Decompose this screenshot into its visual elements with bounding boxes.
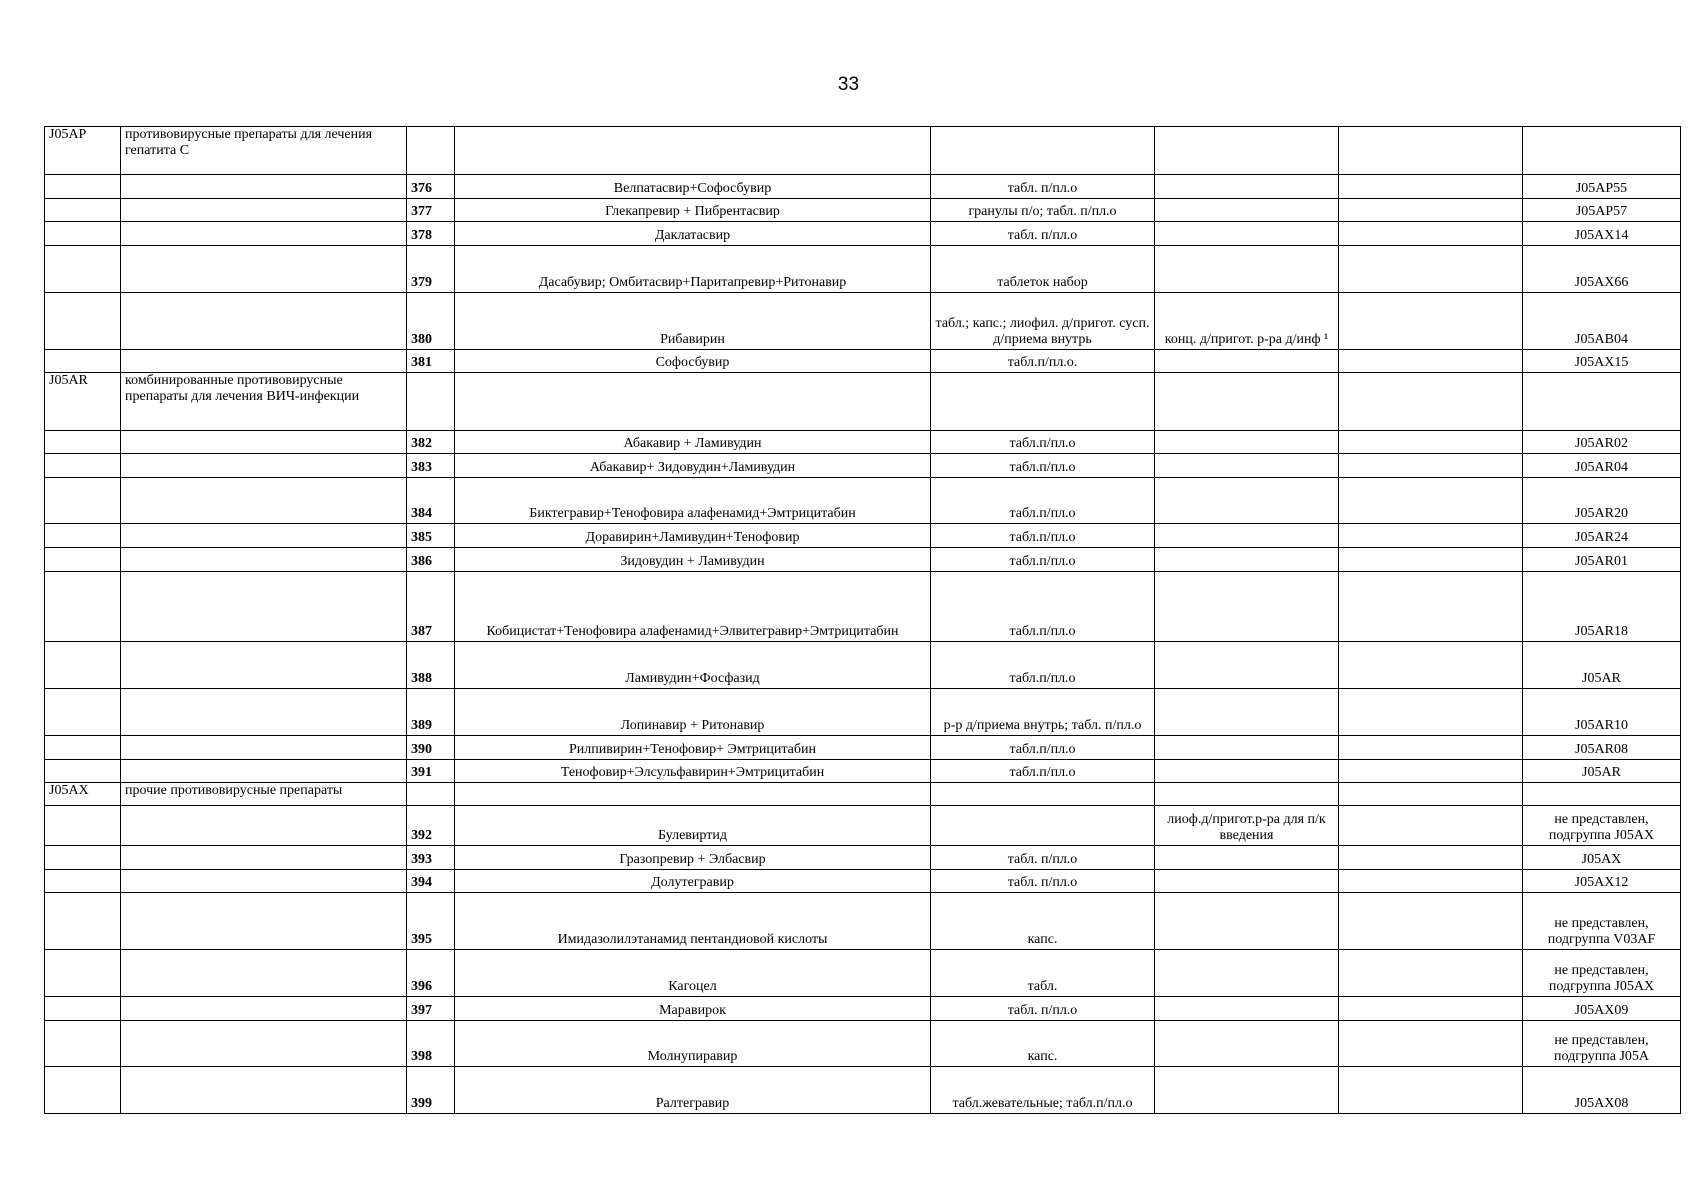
atc-group-code-cell [45,175,121,199]
atc-group-code-cell [45,548,121,572]
atc-group-code-cell [45,870,121,893]
drug-name-cell: Дасабувир; Омбитасвир+Паритапревир+Ритонавир [455,246,931,293]
group-name-cell [121,997,407,1021]
atc-group-code-cell [45,1067,121,1114]
group-name-cell: противовирусные препараты для лечения гепатита С [121,127,407,175]
table-row [45,572,1681,642]
dosage-form-cell [931,127,1155,175]
drug-name-cell [455,373,931,431]
empty-cell [1339,524,1523,548]
atc-group-code-cell: J05AX [45,783,121,806]
dosage-form-cell: табл. п/пл.о [931,222,1155,246]
drug-name-cell: Доравирин+Ламивудин+Тенофовир [455,524,931,548]
drug-name-cell: Молнупиравир [455,1021,931,1067]
dosage-form-cell: табл.п/пл.о. [931,350,1155,373]
alt-dosage-form-cell [1155,246,1339,293]
group-name-cell [121,222,407,246]
empty-cell [1339,373,1523,431]
atc-group-code-cell [45,293,121,350]
empty-cell [1339,736,1523,760]
atc-code-cell: J05AR10 [1523,689,1681,736]
table-row [45,893,1681,950]
drug-name-cell: Ралтегравир [455,1067,931,1114]
alt-dosage-form-cell [1155,846,1339,870]
group-name-cell [121,293,407,350]
dosage-form-cell: табл.п/пл.о [931,548,1155,572]
atc-group-code-cell [45,846,121,870]
alt-dosage-form-cell: лиоф.д/пригот.р-ра для п/к введения [1155,806,1339,846]
table-row [45,431,1681,454]
group-name-cell [121,689,407,736]
alt-dosage-form-cell [1155,950,1339,997]
table-row [45,870,1681,893]
alt-dosage-form-cell: конц. д/пригот. р-ра д/инф ¹ [1155,293,1339,350]
row-number-cell: 380 [407,293,455,350]
dosage-form-cell: таблеток набор [931,246,1155,293]
atc-code-cell: J05AX12 [1523,870,1681,893]
table-row [45,760,1681,783]
alt-dosage-form-cell [1155,736,1339,760]
row-number-cell: 398 [407,1021,455,1067]
group-row [45,783,1681,806]
empty-cell [1339,246,1523,293]
empty-cell [1339,431,1523,454]
group-name-cell [121,760,407,783]
drug-name-cell: Кагоцел [455,950,931,997]
drug-name-cell: Лопинавир + Ритонавир [455,689,931,736]
drug-name-cell: Зидовудин + Ламивудин [455,548,931,572]
row-number-cell: 379 [407,246,455,293]
atc-code-cell: J05AR20 [1523,478,1681,524]
empty-cell [1339,642,1523,689]
row-number-cell: 396 [407,950,455,997]
alt-dosage-form-cell [1155,1021,1339,1067]
atc-group-code-cell [45,454,121,478]
row-number-cell: 383 [407,454,455,478]
dosage-form-cell [931,783,1155,806]
table-body [45,127,1681,1114]
dosage-form-cell: табл. п/пл.о [931,846,1155,870]
drug-name-cell: Гразопревир + Элбасвир [455,846,931,870]
group-name-cell: комбинированные противовирусные препараты для лечения ВИЧ-инфекции [121,373,407,431]
atc-code-cell: J05AR01 [1523,548,1681,572]
dosage-form-cell: табл. п/пл.о [931,175,1155,199]
row-number-cell: 393 [407,846,455,870]
atc-code-cell: J05AX08 [1523,1067,1681,1114]
row-number-cell: 389 [407,689,455,736]
table-row [45,524,1681,548]
alt-dosage-form-cell [1155,783,1339,806]
alt-dosage-form-cell [1155,373,1339,431]
empty-cell [1339,548,1523,572]
alt-dosage-form-cell [1155,893,1339,950]
group-name-cell [121,454,407,478]
group-name-cell [121,175,407,199]
table-row [45,293,1681,350]
atc-code-cell: J05AB04 [1523,293,1681,350]
alt-dosage-form-cell [1155,760,1339,783]
drug-name-cell: Рилпивирин+Тенофовир+ Эмтрицитабин [455,736,931,760]
atc-code-cell: J05AP55 [1523,175,1681,199]
table-row [45,642,1681,689]
group-name-cell [121,736,407,760]
table-row [45,806,1681,846]
atc-group-code-cell [45,431,121,454]
table-row [45,454,1681,478]
empty-cell [1339,870,1523,893]
alt-dosage-form-cell [1155,350,1339,373]
empty-cell [1339,1021,1523,1067]
atc-group-code-cell [45,524,121,548]
atc-group-code-cell [45,997,121,1021]
alt-dosage-form-cell [1155,548,1339,572]
row-number-cell: 377 [407,199,455,222]
atc-code-cell [1523,783,1681,806]
table-row [45,199,1681,222]
atc-code-cell: J05AX [1523,846,1681,870]
row-number-cell: 387 [407,572,455,642]
drug-name-cell: Ламивудин+Фосфазид [455,642,931,689]
empty-cell [1339,454,1523,478]
table-row [45,175,1681,199]
empty-cell [1339,222,1523,246]
dosage-form-cell: табл.жевательные; табл.п/пл.о [931,1067,1155,1114]
drug-name-cell: Абакавир + Ламивудин [455,431,931,454]
row-number-cell [407,127,455,175]
table-row [45,1067,1681,1114]
atc-code-cell: не представлен, подгруппа V03AF [1523,893,1681,950]
row-number-cell: 399 [407,1067,455,1114]
drug-name-cell: Глекапревир + Пибрентасвир [455,199,931,222]
empty-cell [1339,175,1523,199]
atc-code-cell: J05AX14 [1523,222,1681,246]
group-name-cell [121,870,407,893]
group-name-cell [121,524,407,548]
row-number-cell: 397 [407,997,455,1021]
drug-name-cell: Кобицистат+Тенофовира алафенамид+Элвитегравир+Эмтрицитабин [455,572,931,642]
empty-cell [1339,478,1523,524]
group-name-cell [121,572,407,642]
drug-name-cell: Тенофовир+Элсульфавирин+Эмтрицитабин [455,760,931,783]
row-number-cell: 390 [407,736,455,760]
group-name-cell [121,350,407,373]
dosage-form-cell: табл. [931,950,1155,997]
dosage-form-cell: табл.п/пл.о [931,572,1155,642]
drug-name-cell [455,783,931,806]
empty-cell [1339,293,1523,350]
table-row [45,246,1681,293]
dosage-form-cell: табл.п/пл.о [931,478,1155,524]
drug-table [44,126,1681,1114]
atc-code-cell: J05AP57 [1523,199,1681,222]
row-number-cell: 386 [407,548,455,572]
empty-cell [1339,806,1523,846]
atc-group-code-cell [45,246,121,293]
atc-group-code-cell [45,572,121,642]
row-number-cell [407,783,455,806]
group-name-cell [121,846,407,870]
empty-cell [1339,997,1523,1021]
alt-dosage-form-cell [1155,1067,1339,1114]
atc-group-code-cell: J05AR [45,373,121,431]
drug-name-cell: Велпатасвир+Софосбувир [455,175,931,199]
empty-cell [1339,760,1523,783]
alt-dosage-form-cell [1155,199,1339,222]
table-row [45,689,1681,736]
empty-cell [1339,572,1523,642]
atc-code-cell: J05AR24 [1523,524,1681,548]
drug-name-cell: Биктегравир+Тенофовира алафенамид+Эмтрицитабин [455,478,931,524]
atc-code-cell: J05AR04 [1523,454,1681,478]
atc-group-code-cell [45,222,121,246]
row-number-cell: 395 [407,893,455,950]
atc-group-code-cell [45,350,121,373]
alt-dosage-form-cell [1155,478,1339,524]
empty-cell [1339,846,1523,870]
group-name-cell: прочие противовирусные препараты [121,783,407,806]
drug-name-cell [455,127,931,175]
group-name-cell [121,548,407,572]
alt-dosage-form-cell [1155,642,1339,689]
empty-cell [1339,893,1523,950]
alt-dosage-form-cell [1155,997,1339,1021]
atc-code-cell: J05AR18 [1523,572,1681,642]
row-number-cell: 381 [407,350,455,373]
atc-group-code-cell [45,950,121,997]
row-number-cell: 382 [407,431,455,454]
group-name-cell [121,893,407,950]
alt-dosage-form-cell [1155,222,1339,246]
atc-group-code-cell [45,760,121,783]
table-row [45,736,1681,760]
group-name-cell [121,199,407,222]
dosage-form-cell: р-р д/приема внутрь; табл. п/пл.о [931,689,1155,736]
table-row [45,548,1681,572]
table-row [45,1021,1681,1067]
empty-cell [1339,350,1523,373]
alt-dosage-form-cell [1155,870,1339,893]
alt-dosage-form-cell [1155,524,1339,548]
atc-code-cell: J05AX15 [1523,350,1681,373]
atc-code-cell: J05AX66 [1523,246,1681,293]
group-name-cell [121,246,407,293]
group-row [45,127,1681,175]
group-name-cell [121,642,407,689]
dosage-form-cell: капс. [931,1021,1155,1067]
atc-group-code-cell [45,689,121,736]
atc-code-cell: J05AR [1523,642,1681,689]
atc-group-code-cell [45,642,121,689]
atc-code-cell: не представлен, подгруппа J05A [1523,1021,1681,1067]
atc-code-cell: J05AR08 [1523,736,1681,760]
row-number-cell: 384 [407,478,455,524]
empty-cell [1339,199,1523,222]
dosage-form-cell: табл. п/пл.о [931,997,1155,1021]
row-number-cell: 388 [407,642,455,689]
row-number-cell: 378 [407,222,455,246]
atc-group-code-cell [45,806,121,846]
drug-name-cell: Маравирок [455,997,931,1021]
dosage-form-cell: табл. п/пл.о [931,870,1155,893]
atc-group-code-cell [45,1021,121,1067]
dosage-form-cell [931,373,1155,431]
row-number-cell: 392 [407,806,455,846]
alt-dosage-form-cell [1155,127,1339,175]
alt-dosage-form-cell [1155,454,1339,478]
atc-code-cell: J05AR [1523,760,1681,783]
atc-group-code-cell [45,478,121,524]
row-number-cell [407,373,455,431]
empty-cell [1339,783,1523,806]
atc-group-code-cell [45,736,121,760]
drug-name-cell: Булевиртид [455,806,931,846]
dosage-form-cell: табл.; капс.; лиофил. д/пригот. сусп. д/приема внутрь [931,293,1155,350]
dosage-form-cell [931,806,1155,846]
alt-dosage-form-cell [1155,572,1339,642]
dosage-form-cell: табл.п/пл.о [931,736,1155,760]
alt-dosage-form-cell [1155,175,1339,199]
atc-code-cell: не представлен, подгруппа J05AX [1523,950,1681,997]
table-row [45,950,1681,997]
drug-name-cell: Даклатасвир [455,222,931,246]
alt-dosage-form-cell [1155,689,1339,736]
atc-code-cell: не представлен, подгруппа J05AX [1523,806,1681,846]
dosage-form-cell: табл.п/пл.о [931,454,1155,478]
empty-cell [1339,127,1523,175]
drug-name-cell: Софосбувир [455,350,931,373]
drug-name-cell: Абакавир+ Зидовудин+Ламивудин [455,454,931,478]
row-number-cell: 394 [407,870,455,893]
group-name-cell [121,478,407,524]
table-row [45,478,1681,524]
page-number: 33 [837,74,860,95]
table-row [45,846,1681,870]
dosage-form-cell: табл.п/пл.о [931,524,1155,548]
table-row [45,997,1681,1021]
drug-name-cell: Долутегравир [455,870,931,893]
drug-name-cell: Рибавирин [455,293,931,350]
empty-cell [1339,1067,1523,1114]
table-row [45,350,1681,373]
empty-cell [1339,950,1523,997]
drug-name-cell: Имидазолилэтанамид пентандиовой кислоты [455,893,931,950]
group-name-cell [121,806,407,846]
group-name-cell [121,431,407,454]
alt-dosage-form-cell [1155,431,1339,454]
table-row [45,222,1681,246]
atc-code-cell: J05AX09 [1523,997,1681,1021]
atc-code-cell [1523,127,1681,175]
dosage-form-cell: капс. [931,893,1155,950]
atc-group-code-cell: J05AP [45,127,121,175]
atc-code-cell: J05AR02 [1523,431,1681,454]
group-row [45,373,1681,431]
atc-group-code-cell [45,199,121,222]
dosage-form-cell: гранулы п/о; табл. п/пл.о [931,199,1155,222]
atc-code-cell [1523,373,1681,431]
row-number-cell: 376 [407,175,455,199]
dosage-form-cell: табл.п/пл.о [931,431,1155,454]
dosage-form-cell: табл.п/пл.о [931,760,1155,783]
group-name-cell [121,950,407,997]
atc-group-code-cell [45,893,121,950]
group-name-cell [121,1067,407,1114]
group-name-cell [121,1021,407,1067]
dosage-form-cell: табл.п/пл.о [931,642,1155,689]
row-number-cell: 385 [407,524,455,548]
row-number-cell: 391 [407,760,455,783]
empty-cell [1339,689,1523,736]
